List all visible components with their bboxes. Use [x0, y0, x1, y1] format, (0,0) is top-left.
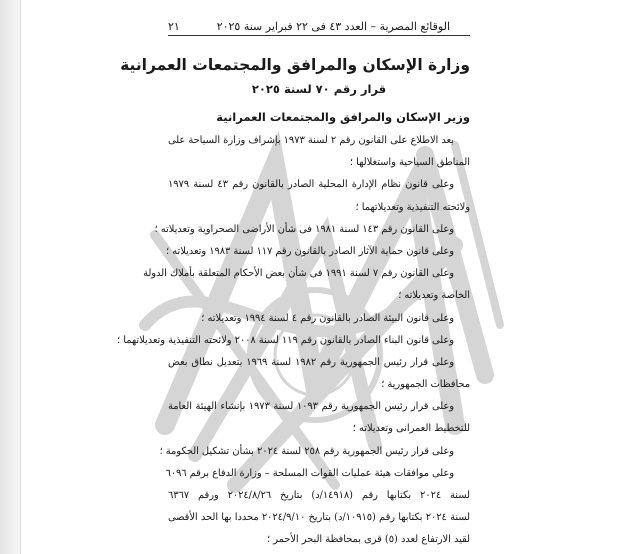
- minister-heading: وزير الإسكان والمرافق والمجتمعات العمرانية: [216, 110, 470, 124]
- body-line: وعلى القانون رقم ١٤٣ لسنة ١٩٨١ فى شأن الأراضى الصحراوية وتعديلاته ؛: [154, 223, 454, 235]
- body-line: وعلى قانون البيئة الصادر بالقانون رقم ٤ لسنة ١٩٩٤ وتعديلاته ؛: [201, 312, 454, 324]
- body-line: لقيد الارتفاع لعدد (٥) قرى بمحافظة البحر الأحمر ؛: [266, 534, 470, 546]
- header-divider: [168, 35, 470, 36]
- body-line: محافظات الجمهورية ؛: [381, 379, 470, 391]
- body-line: وعلى قرار رئيس الجمهورية رقم ١٩٨٢ لسنة ١٩٦٩ بتعديل نطاق بعض: [168, 356, 454, 368]
- ministry-title: وزارة الإسكان والمرافق والمجتمعات العمرانية: [120, 56, 470, 74]
- decree-number: قرار رقم ٧٠ لسنة ٢٠٢٥: [251, 82, 387, 96]
- body-line: وعلى موافقات هيئة عمليات القوات المسلحة – وزارة الدفاع برقم ٦٠٩٦: [165, 467, 454, 479]
- body-line: وعلى قانون نظام الإدارة المحلية الصادر بالقانون رقم ٤٣ لسنة ١٩٧٩: [168, 179, 454, 191]
- running-header: الوقائع المصرية – العدد ٤٣ فى ٢٢ فبراير سنة ٢٠٢٥: [216, 20, 450, 33]
- viewer-left-margin: [0, 0, 21, 554]
- body-line: لسنة ٢٠٢٤ بكتابها رقم (١٠٩١٥/د) بتاريخ ٢٠٢٤/٩/١٠ محددا بها الحد الأقصى: [168, 512, 470, 524]
- body-line: وعلى قرار رئيس الجمهورية رقم ٢٥٨ لسنة ٢٠٢٤ بشأن تشكيل الحكومة ؛: [159, 445, 454, 457]
- body-line: وعلى قانون حماية الآثار الصادر بالقانون رقم ١١٧ لسنة ١٩٨٣ وتعديلاته ؛: [166, 245, 454, 257]
- page-number: ٢١: [168, 20, 180, 33]
- body-line: وعلى القانون رقم ٧ لسنة ١٩٩١ فى شأن بعض الأحكام المتعلقة بأملاك الدولة: [143, 268, 454, 280]
- body-line: وعلى قرار رئيس الجمهورية رقم ١٠٩٣ لسنة ١٩٧٣ بإنشاء الهيئة العامة: [168, 401, 455, 413]
- body-line: المناطق السياحية واستغلالها ؛: [349, 157, 470, 169]
- body-line: الخاصة وتعديلاته ؛: [398, 290, 470, 302]
- decree-body: [117, 130, 470, 552]
- body-line: ولائحته التنفيذية وتعديلاتهما ؛: [355, 201, 470, 213]
- body-line: لسنة ٢٠٢٤ بكتابها رقم (١٤٩١٨/د) بتاريخ ٢٠٢٤/٨/٢٦ ورقم ٦٣٦٧: [168, 490, 470, 501]
- body-line: للتخطيط العمرانى وتعديلاته ؛: [352, 423, 470, 435]
- body-line: بعد الاطلاع على القانون رقم ٢ لسنة ١٩٧٣ بإشراف وزارة السياحة على: [168, 135, 454, 146]
- body-line: وعلى قانون البناء الصادر بالقانون رقم ١١٩ لسنة ٢٠٠٨ ولائحته التنفيذية وتعديلاتهما ؛: [117, 334, 454, 346]
